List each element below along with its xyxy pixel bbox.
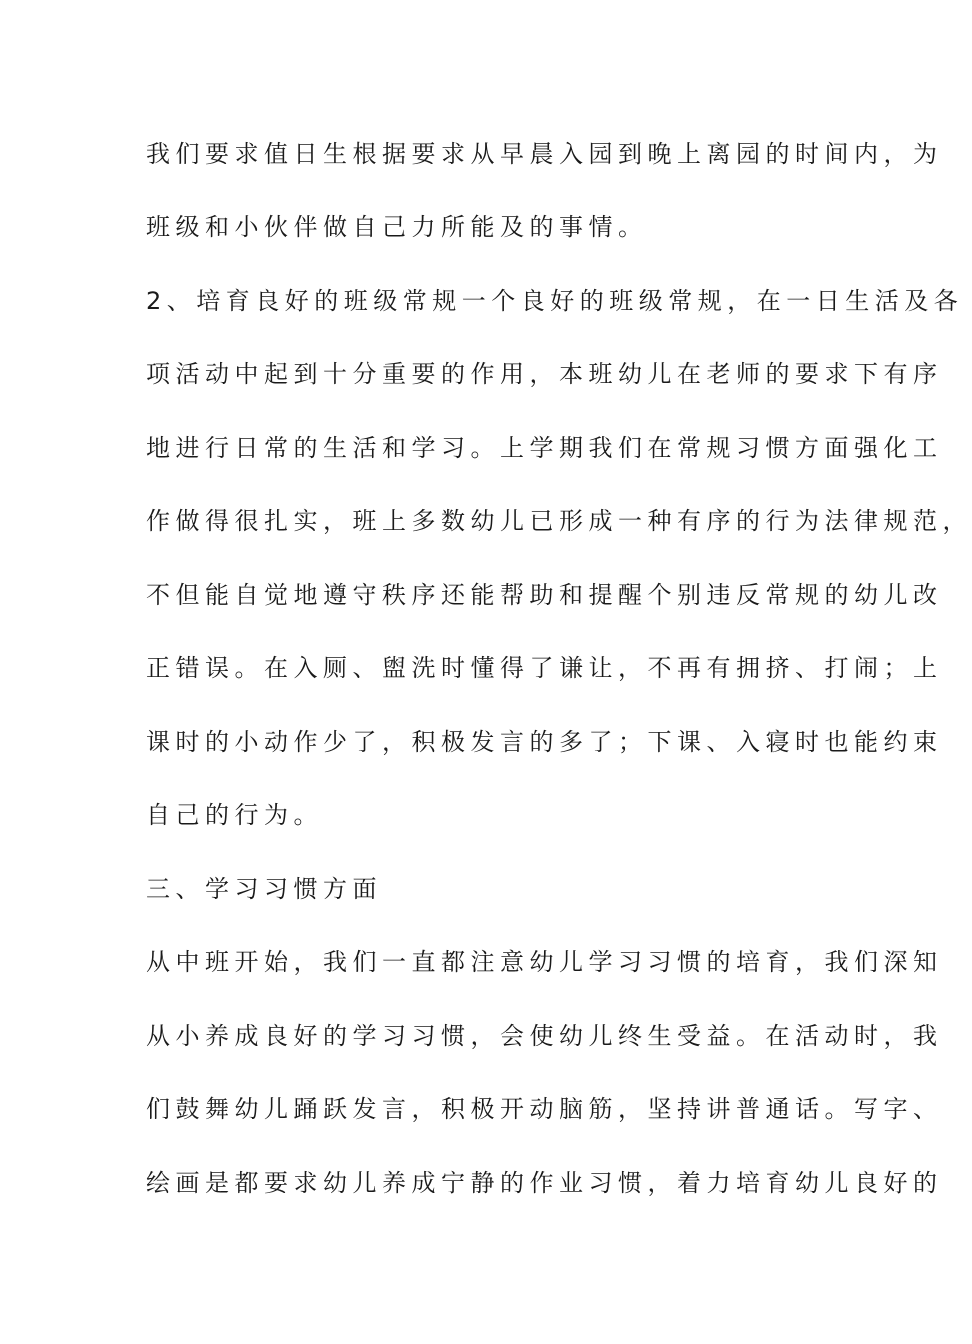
- text-line: 项活动中起到十分重要的作用，本班幼儿在老师的要求下有序: [146, 360, 943, 388]
- text-line: 班级和小伙伴做自己力所能及的事情。: [146, 213, 648, 241]
- text-line: 自己的行为。: [146, 801, 323, 829]
- text-line: 我们要求值日生根据要求从早晨入园到晚上离园的时间内，为: [146, 140, 943, 168]
- paragraph-heading-line: 2、培育良好的班级常规一个良好的班级常规，在一日生活及各: [146, 287, 964, 315]
- text-line: 从中班开始，我们一直都注意幼儿学习习惯的培育，我们深知: [146, 948, 943, 976]
- text-line: 作做得很扎实，班上多数幼儿已形成一种有序的行为法律规范，: [146, 507, 972, 535]
- text-line: 从小养成良好的学习习惯，会使幼儿终生受益。在活动时，我: [146, 1022, 943, 1050]
- text-line: 地进行日常的生活和学习。上学期我们在常规习惯方面强化工: [146, 434, 943, 462]
- text-line: 正错误。在入厕、盥洗时懂得了谦让，不再有拥挤、打闹；上: [146, 654, 943, 682]
- text-line: 不但能自觉地遵守秩序还能帮助和提醒个别违反常规的幼儿改: [146, 581, 943, 609]
- text-line: 绘画是都要求幼儿养成宁静的作业习惯，着力培育幼儿良好的: [146, 1169, 943, 1197]
- text-line: 课时的小动作少了，积极发言的多了；下课、入寝时也能约束: [146, 728, 943, 756]
- section-heading: 三、学习习惯方面: [146, 875, 382, 903]
- text-line: 们鼓舞幼儿踊跃发言，积极开动脑筋，坚持讲普通话。写字、: [146, 1095, 943, 1123]
